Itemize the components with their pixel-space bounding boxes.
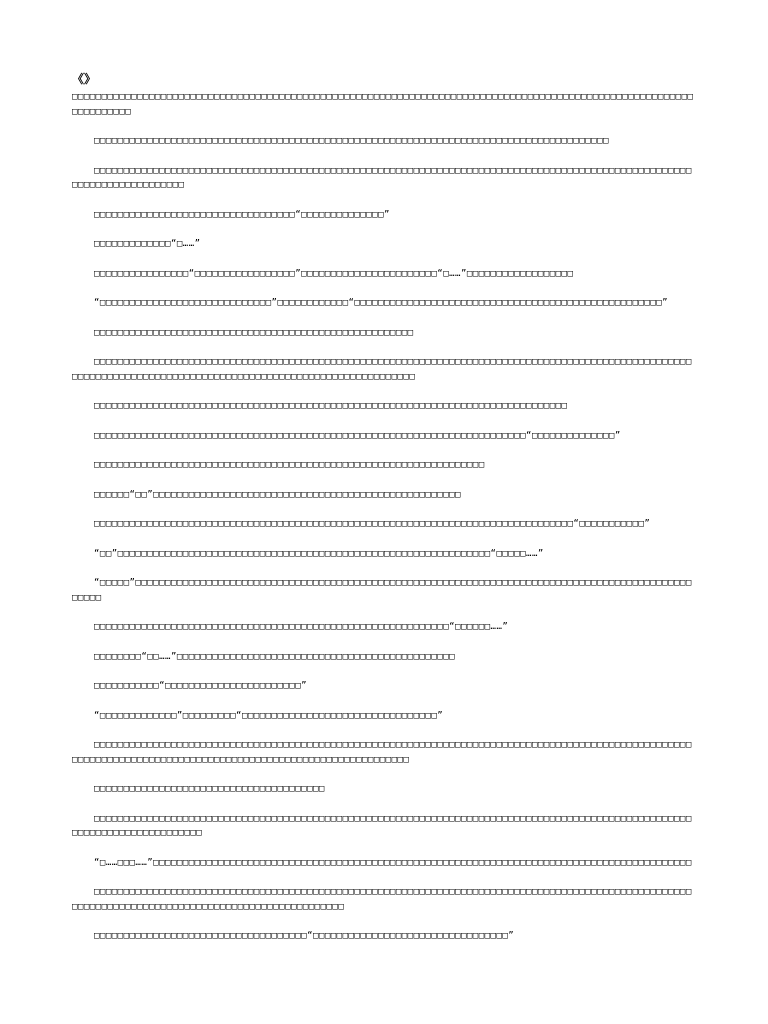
paragraph: □□□□□□□□□□□□□□□□□□□□□□□□□□□□□□□□□□□□□□□□□□□□□□□□□□□□□□□□□□□□□□□□□□□□□□□□□□□□□□□□□“□□□□□□□□□□□” xyxy=(94,519,651,529)
paragraph: “□□”□□□□□□□□□□□□□□□□□□□□□□□□□□□□□□□□□□□□□□□□□□□□□□□□□□□□□□□□□□□□□□□“□□□□□……” xyxy=(94,548,544,559)
paragraph: □□□□□□□□□□□□□□□□□□□□□□□□□□□□□□□□□□□□□□□□□□□□□□□□□□□□□□□□□□□□□□□□□□□□□□□□□□□□□□□□□□□□□□□□□□□□□□□□□□□□□□□□□□□□□□□□□□□□□□□□□□□ xyxy=(72,813,692,838)
paragraph: □□□□□□□□□□□□□□□□“□□□□□□□□□□□□□□□□□”□□□□□□□□□□□□□□□□□□□□□□□“□……”□□□□□□□□□□□□□□□□□□ xyxy=(94,268,574,279)
paragraph: □□□□□□□□□□□□□□□□□□□□□□□□□□□□□□□□□□□□□□□□□□□□□□□□□□□□□□□□□□□□□□□□□□□□□□□□□□□□□□□□□□□□□□□□□□□□□□□□□□□□□□□□□□□□□□□□□□□ xyxy=(72,92,694,117)
paragraph: □□□□□□□□□□□“□□□□□□□□□□□□□□□□□□□□□□□” xyxy=(94,681,308,691)
paragraph: □□□□□□□□□□□□□□□□□□□□□□□□□□□□□□□□□□□□□□□□□□□□□□□□□□□□□□□□□□□□□□□□□□□□□□□□□“□□□□□□□□□□□□□□” xyxy=(94,430,621,441)
paragraph: □□□□□□□□□□□□□□□□□□□□□□□□□□□□□□□□□□□□□□□□□□□□□□□□□□□□□□□□□□□□□□□□□□□□□□□□□□□□□□□□ xyxy=(94,401,568,411)
paragraph: “□□□□□□□□□□□□□”□□□□□□□□□“□□□□□□□□□□□□□□□□□□□□□□□□□□□□□□□□□” xyxy=(94,710,444,721)
paragraph: “□……□□□……”□□□□□□□□□□□□□□□□□□□□□□□□□□□□□□□□□□□□□□□□□□□□□□□□□□□□□□□□□□□□□□□□□□□□□□□□□□□□□□□□□□□□□□□□□□□ xyxy=(94,857,692,868)
paragraph: □□□□□□□□□□□□□□□□□□□□□□□□□□□□□□□□□□□□□□□□□□□□□□□□□□□□□□□□□□□□□□□□□□□□□□□□□□□□□□□□□□□□□□□□□□□□□□□□□□□□□□□□□□□□□□□□□□□□□□□□□□□□□□□□□□□□□□□□□□□□□□□□□□□□□□□□□□□□□□□ xyxy=(72,357,692,382)
paragraph: □□□□□□□□□□□□□□□□□□□□□□□□□□□□□□□□□□□□□□□□□□□□□□□□□□□□□□□□□□□□□□□□□□ xyxy=(94,460,485,470)
paragraph: □□□□□□□□□□□□□□□□□□□□□□□□□□□□□□□□□□□□“□□□□□□□□□□□□□□□□□□□□□□□□□□□□□□□□□” xyxy=(94,931,515,941)
paragraph: □□□□□□□□□□□□□□□□□□□□□□□□□□□□□□□□□□“□□□□□□□□□□□□□□” xyxy=(94,209,390,220)
paragraph: “□□□□□”□□□□□□□□□□□□□□□□□□□□□□□□□□□□□□□□□□□□□□□□□□□□□□□□□□□□□□□□□□□□□□□□□□□□□□□□□□□□□□□□□□□□□□□□□□□□□□□□□□□ xyxy=(72,578,692,603)
paragraph: □□□□□□□□□□□□□□□□□□□□□□□□□□□□□□□□□□□□□□□□□□□□□□□□□□□□□□□□□□□□□□□□□□□□□□□□□□□□□□□□□□□□□□□□□□□□□□□□□□□□□□□□□□□□□□□□□□□□□□□□□□□□□□□□□□□□□□□□□□□□□□□□□□□ xyxy=(72,887,692,912)
paragraph: □□□□□□□□“□□……”□□□□□□□□□□□□□□□□□□□□□□□□□□□□□□□□□□□□□□□□□□□□□□□ xyxy=(94,651,456,662)
paragraph: □□□□□□“□□”□□□□□□□□□□□□□□□□□□□□□□□□□□□□□□□□□□□□□□□□□□□□□□□□□□□□ xyxy=(94,489,461,500)
document-page xyxy=(72,72,696,944)
paragraph: “□□□□□□□□□□□□□□□□□□□□□□□□□□□□□”□□□□□□□□□□□□“□□□□□□□□□□□□□□□□□□□□□□□□□□□□□□□□□□□□□□□□□□□□□□□□□□□□” xyxy=(94,298,669,308)
paragraph: □□□□□□□□□□□□□□□□□□□□□□□□□□□□□□□□□□□□□□□□□□□□□□□□□□□□□□□□□□□□□□□□□□□□□□□□□□□□□□□□□□□□□□□ xyxy=(94,136,609,146)
paragraph: □□□□□□□□□□□□□□□□□□□□□□□□□□□□□□□□□□□□□□□ xyxy=(94,784,325,794)
paragraph: □□□□□□□□□□□□□□□□□□□□□□□□□□□□□□□□□□□□□□□□□□□□□□□□□□□□□□□□□□□□“□□□□□□……” xyxy=(94,622,509,632)
paragraph: □□□□□□□□□□□□□“□……” xyxy=(94,239,201,249)
document-title: 《》 xyxy=(72,72,97,86)
paragraph: □□□□□□□□□□□□□□□□□□□□□□□□□□□□□□□□□□□□□□□□□□□□□□□□□□□□□□□□□□□□□□□□□□□□□□□□□□□□□□□□□□□□□□□□□□□□□□□□□□□□□□□□□□□□□□□□□□□□□□□□ xyxy=(72,165,692,190)
paragraph: □□□□□□□□□□□□□□□□□□□□□□□□□□□□□□□□□□□□□□□□□□□□□□□□□□□□□□□□□□□□□□□□□□□□□□□□□□□□□□□□□□□□□□□□□□□□□□□□□□□□□□□□□□□□□□□□□□□□□□□□□□□□□□□□□□□□□□□□□□□□□□□□□□□□□□□□□□□□□□ xyxy=(72,740,692,765)
paragraph: □□□□□□□□□□□□□□□□□□□□□□□□□□□□□□□□□□□□□□□□□□□□□□□□□□□□□□ xyxy=(94,327,414,338)
